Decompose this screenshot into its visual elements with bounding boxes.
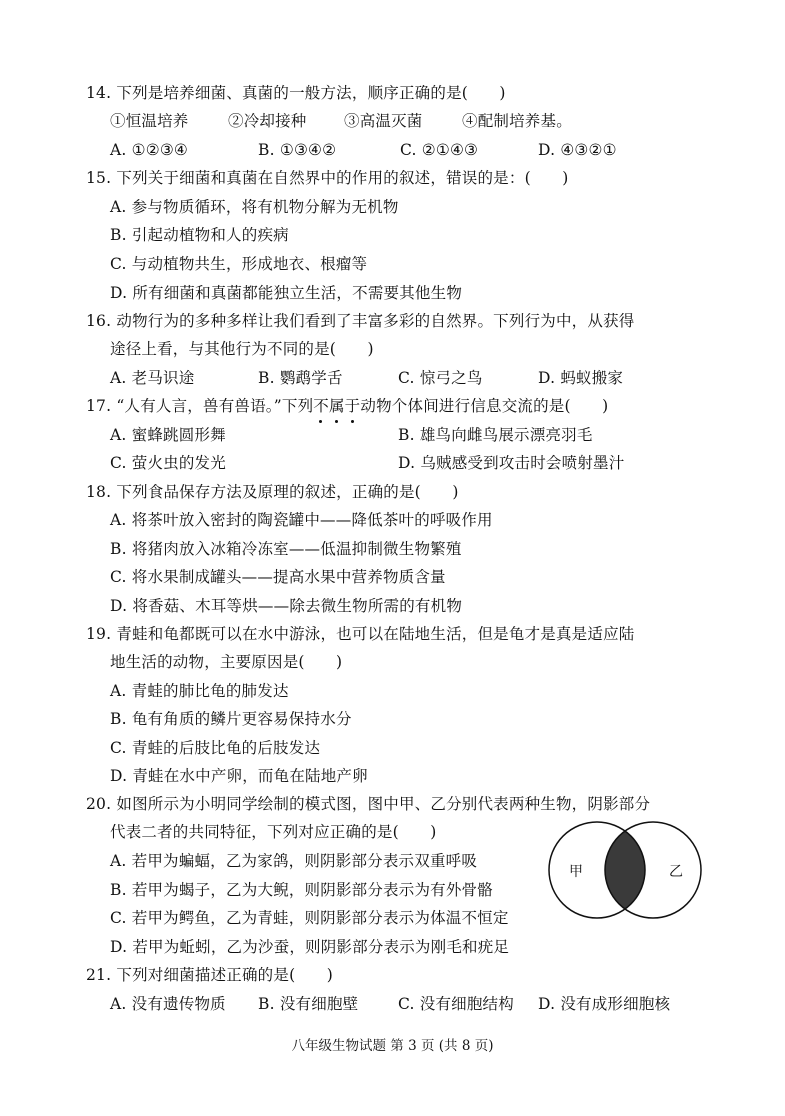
venn-diagram	[545, 818, 705, 922]
question-19-option-b: B. 龟有角质的鳞片更容易保持水分	[110, 710, 352, 728]
question-16-stem-line2: 途径上看，与其他行为不同的是( )	[110, 340, 374, 358]
question-15-option-d: D. 所有细菌和真菌都能独立生活，不需要其他生物	[110, 284, 463, 302]
question-18-option-b: B. 将猪肉放入冰箱冷冻室——低温抑制微生物繁殖	[110, 540, 462, 558]
option-c: C. 惊弓之鸟	[398, 369, 483, 387]
question-20-option-b: B. 若甲为蝎子，乙为大鲵，则阴影部分表示为有外骨骼	[110, 881, 493, 899]
page-footer: 八年级生物试题 第 3 页 (共 8 页)	[291, 1038, 494, 1054]
step-2: ②冷却接种	[228, 112, 307, 130]
question-14-stem: 14. 下列是培养细菌、真菌的一般方法，顺序正确的是( )	[86, 84, 506, 102]
option-d: D. ④③②①	[538, 141, 617, 159]
question-20-option-c: C. 若甲为鳄鱼，乙为青蛙，则阴影部分表示为体温不恒定	[110, 909, 509, 927]
option-b: B. 没有细胞壁	[258, 995, 359, 1013]
option-b: B. 雄鸟向雌鸟展示漂亮羽毛	[398, 426, 593, 444]
question-20-stem-line1: 20. 如图所示为小明同学绘制的模式图，图中甲、乙分别代表两种生物，阴影部分	[86, 795, 651, 813]
option-a: A. 蜜蜂跳圆形舞	[110, 426, 226, 444]
question-21-stem: 21. 下列对细菌描述正确的是( )	[86, 966, 333, 984]
question-19-stem-line1: 19. 青蛙和龟都既可以在水中游泳，也可以在陆地生活，但是龟才是真是适应陆	[86, 625, 635, 643]
question-17-stem-start: 17. “人有人言，兽有兽语。”下列	[86, 397, 314, 415]
question-19-option-c: C. 青蛙的后肢比龟的后肢发达	[110, 739, 321, 757]
option-b: B. 鹦鹉学舌	[258, 369, 343, 387]
option-d: D. 乌贼感受到攻击时会喷射墨汁	[398, 454, 625, 472]
question-20-option-d: D. 若甲为蚯蚓，乙为沙蚕，则阴影部分表示为刚毛和疣足	[110, 938, 510, 956]
question-16-stem-line1: 16. 动物行为的多种多样让我们看到了丰富多彩的自然界。下列行为中，从获得	[86, 312, 635, 330]
emphasis-dot	[319, 420, 322, 423]
question-18-option-c: C. 将水果制成罐头——提高水果中营养物质含量	[110, 568, 446, 586]
question-20-stem-line2: 代表二者的共同特征，下列对应正确的是( )	[110, 823, 437, 841]
option-a: A. 没有遗传物质	[110, 995, 226, 1013]
question-18-stem: 18. 下列食品保存方法及原理的叙述，正确的是( )	[86, 483, 459, 501]
step-3: ③高温灭菌	[344, 112, 423, 130]
venn-right-label: 乙	[669, 864, 683, 880]
question-15-stem: 15. 下列关于细菌和真菌在自然界中的作用的叙述，错误的是：( )	[86, 169, 569, 187]
venn-left-label: 甲	[569, 864, 583, 880]
question-15-option-b: B. 引起动植物和人的疾病	[110, 226, 289, 244]
step-4: ④配制培养基。	[462, 112, 572, 130]
question-18-option-d: D. 将香菇、木耳等烘——除去微生物所需的有机物	[110, 597, 463, 615]
emphasis-dot	[351, 420, 354, 423]
emphasis-dot	[335, 420, 338, 423]
option-d: D. 没有成形细胞核	[538, 995, 671, 1013]
option-d: D. 蚂蚁搬家	[538, 369, 624, 387]
option-a: A. 老马识途	[110, 369, 195, 387]
option-a: A. ①②③④	[110, 141, 189, 159]
question-15-option-c: C. 与动植物共生，形成地衣、根瘤等	[110, 255, 368, 273]
option-c: C. 萤火虫的发光	[110, 454, 226, 472]
emphasis-not-belong: 不属于	[313, 397, 360, 415]
question-17-stem-end: 动物个体间进行信息交流的是( )	[360, 397, 609, 415]
question-19-option-d: D. 青蛙在水中产卵，而龟在陆地产卵	[110, 767, 368, 785]
question-17-stem	[86, 395, 608, 417]
question-19-stem-line2: 地生活的动物，主要原因是( )	[110, 653, 343, 671]
option-c: C. 没有细胞结构	[398, 995, 514, 1013]
question-15-option-a: A. 参与物质循环，将有机物分解为无机物	[110, 198, 399, 216]
question-20-option-a: A. 若甲为蝙蝠，乙为家鸽，则阴影部分表示双重呼吸	[110, 852, 478, 870]
question-18-option-a: A. 将茶叶放入密封的陶瓷罐中——降低茶叶的呼吸作用	[110, 511, 493, 529]
step-1: ①恒温培养	[110, 112, 189, 130]
question-19-option-a: A. 青蛙的肺比龟的肺发达	[110, 682, 289, 700]
option-c: C. ②①④③	[400, 141, 479, 159]
option-b: B. ①③④②	[258, 141, 337, 159]
